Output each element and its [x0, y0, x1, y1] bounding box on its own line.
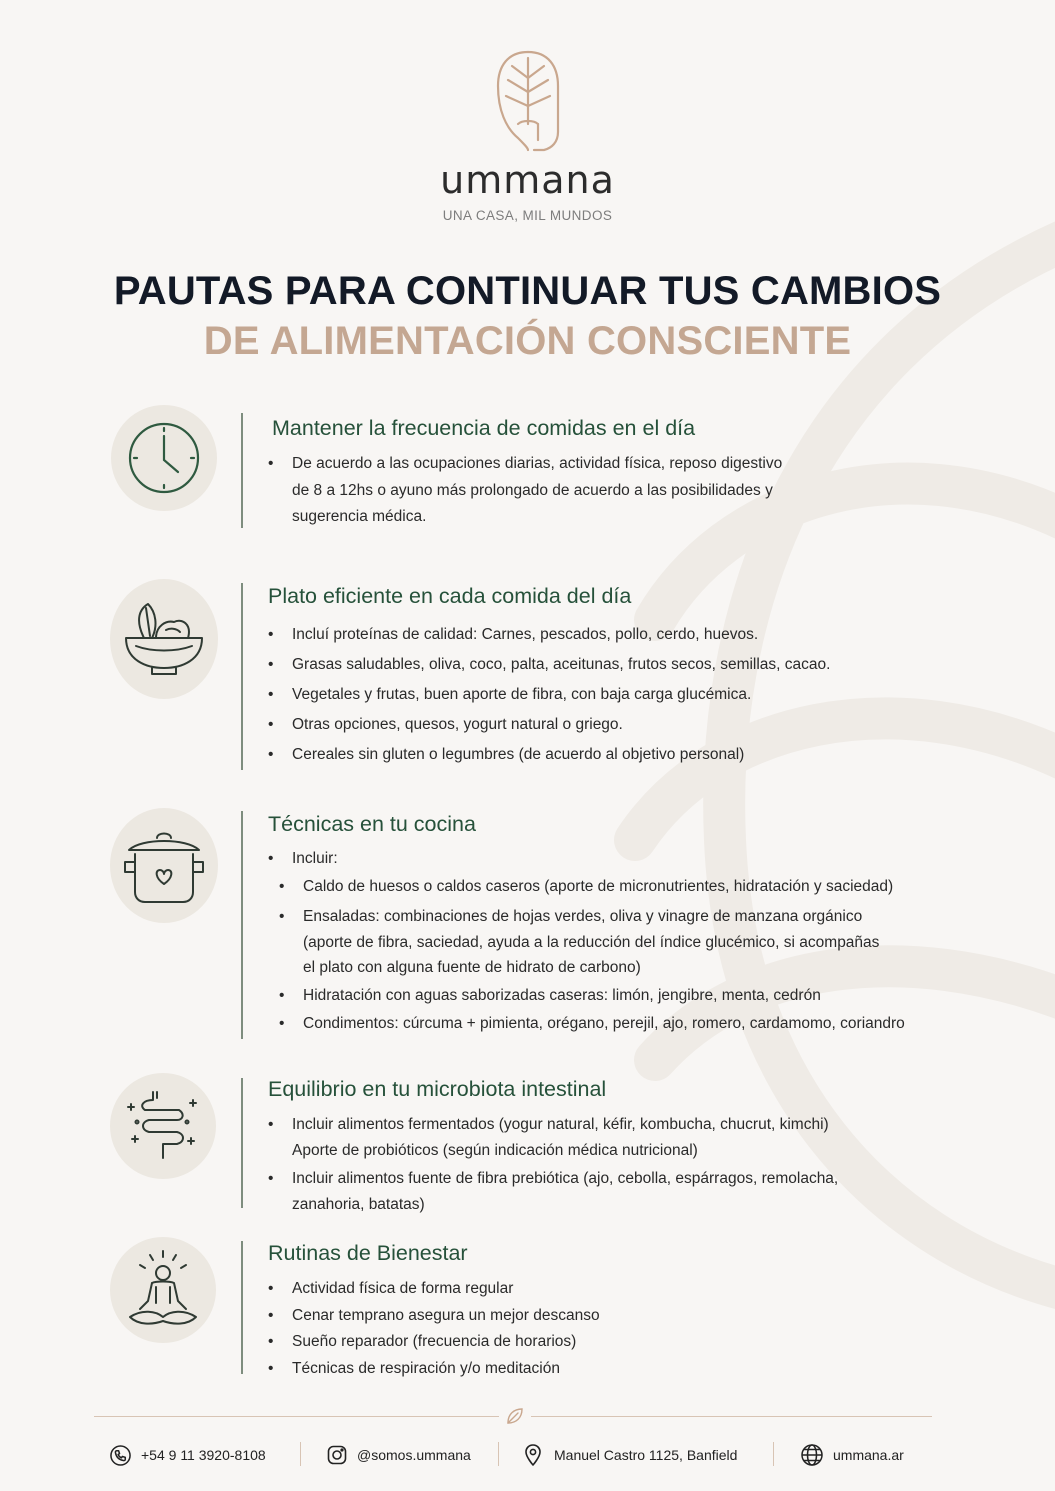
section-divider	[241, 811, 243, 1039]
footer-address[interactable]	[524, 1440, 737, 1470]
page-title-line1: PAUTAS PARA CONTINUAR TUS CAMBIOS	[113, 269, 942, 313]
brand-name: ummana	[440, 158, 615, 202]
meditation-icon-circle	[110, 1237, 216, 1343]
footer-separator	[498, 1442, 499, 1466]
section-title: Plato eficiente en cada comida del día	[268, 584, 632, 608]
sub-list-item	[268, 1011, 905, 1037]
section-list	[268, 1112, 838, 1218]
leaf-face-logo-icon	[496, 50, 560, 152]
section-title: Equilibrio en tu microbiota intestinal	[268, 1077, 607, 1101]
footer-phone[interactable]	[110, 1440, 266, 1470]
website-url: ummana.ar	[833, 1447, 904, 1463]
globe-icon	[801, 1444, 823, 1466]
section-list	[268, 451, 782, 531]
meditation-icon	[122, 1247, 204, 1333]
address-text: Manuel Castro 1125, Banfield	[554, 1447, 738, 1463]
brand-tagline: UNA CASA, MIL MUNDOS	[442, 208, 613, 223]
intestine-icon	[123, 1086, 203, 1166]
list-item-line: • Caldo de huesos o caldos caseros (aporte de micronutrientes, hidratación y saciedad)	[303, 878, 894, 895]
list-item	[268, 451, 782, 531]
list-item-line: • Incluir alimentos fermentados (yogur natural, kéfir, kombucha, chucrut, kimchi)	[292, 1116, 829, 1133]
list-item: • Grasas saludables, oliva, coco, palta, aceitunas, frutos secos, semillas, cacao.	[268, 650, 830, 680]
footer-instagram[interactable]	[327, 1440, 471, 1470]
section-list	[268, 847, 905, 1037]
section-title: Rutinas de Bienestar	[268, 1241, 468, 1265]
list-item-line: de 8 a 12hs o ayuno más prolongado de acuerdo a las posibilidades y	[292, 481, 773, 499]
section-divider	[241, 1241, 243, 1374]
footer-separator	[773, 1442, 774, 1466]
intestine-icon-circle	[110, 1073, 216, 1179]
list-item	[268, 847, 905, 1037]
section-divider	[241, 1078, 243, 1208]
pot-icon-circle	[110, 808, 218, 923]
footer-divider-left	[94, 1416, 499, 1417]
sub-list-item	[268, 874, 905, 900]
list-item-line: • De acuerdo a las ocupaciones diarias, actividad física, reposo digestivo	[292, 455, 783, 472]
page-title-line2: DE ALIMENTACIÓN CONSCIENTE	[203, 319, 852, 363]
clock-icon-circle	[111, 405, 217, 511]
page-title	[0, 266, 1055, 366]
sub-list-item	[268, 983, 905, 1009]
cooking-pot-icon	[121, 828, 207, 904]
list-item: • Sueño reparador (frecuencia de horarios)	[268, 1329, 600, 1356]
list-item-line: • Ensaladas: combinaciones de hojas verdes, oliva y vinagre de manzana orgánico	[303, 908, 863, 925]
footer-divider-right	[531, 1416, 932, 1417]
section-title: Técnicas en tu cocina	[268, 812, 476, 836]
list-item: • Otras opciones, quesos, yogurt natural o griego.	[268, 710, 830, 740]
list-item-line: • Incluir alimentos fuente de fibra prebiótica (ajo, cebolla, espárragos, remolacha,	[292, 1170, 839, 1187]
list-item-line: el plato con alguna fuente de hidrato de carbono)	[303, 959, 641, 976]
section-list	[268, 620, 830, 770]
footer-separator	[300, 1442, 301, 1466]
location-pin-icon	[524, 1444, 542, 1466]
list-item: • Cenar temprano asegura un mejor descanso	[268, 1303, 600, 1330]
list-item-line: • Condimentos: cúrcuma + pimienta, orégano, perejil, ajo, romero, cardamomo, coriandro	[303, 1014, 905, 1032]
section-list	[268, 1276, 600, 1382]
leaf-divider-icon	[505, 1406, 525, 1426]
list-item-label: Incluir:	[292, 850, 338, 867]
list-item-line: (aporte de fibra, saciedad, ayuda a la reducción del índice glucémico, si acompañas	[303, 933, 880, 951]
list-item: • Vegetales y frutas, buen aporte de fibra, con baja carga glucémica.	[268, 680, 830, 710]
list-item: • Cereales sin gluten o legumbres (de acuerdo al objetivo personal)	[268, 740, 830, 770]
section-divider	[241, 583, 243, 770]
list-item-line: • Hidratación con aguas saborizadas caseras: limón, jengibre, menta, cedrón	[303, 986, 821, 1004]
salad-bowl-icon	[122, 602, 206, 676]
sub-list-item	[268, 904, 905, 981]
phone-number: +54 9 11 3920-8108	[141, 1447, 266, 1463]
list-item: • Actividad física de forma regular	[268, 1276, 600, 1303]
list-item: • Incluí proteínas de calidad: Carnes, pescados, pollo, cerdo, huevos.	[268, 620, 830, 650]
footer-website[interactable]	[801, 1440, 904, 1470]
list-item-line: zanahoria, batatas)	[292, 1196, 425, 1213]
list-item: • Técnicas de respiración y/o meditación	[268, 1356, 600, 1383]
sub-list	[268, 874, 905, 1037]
list-item-line: sugerencia médica.	[292, 508, 427, 525]
instagram-icon	[327, 1445, 347, 1465]
clock-icon	[126, 420, 202, 496]
list-item	[268, 1112, 838, 1164]
section-divider	[241, 413, 243, 528]
list-item-line: Aporte de probióticos (según indicación médica nutricional)	[292, 1142, 698, 1159]
salad-icon-circle	[110, 579, 218, 699]
footer-contact-bar	[0, 1440, 1055, 1470]
phone-icon	[110, 1445, 131, 1466]
list-item	[268, 1166, 838, 1218]
instagram-handle: @somos.ummana	[357, 1447, 471, 1463]
section-title: Mantener la frecuencia de comidas en el día	[272, 416, 696, 440]
logo	[0, 50, 1055, 223]
